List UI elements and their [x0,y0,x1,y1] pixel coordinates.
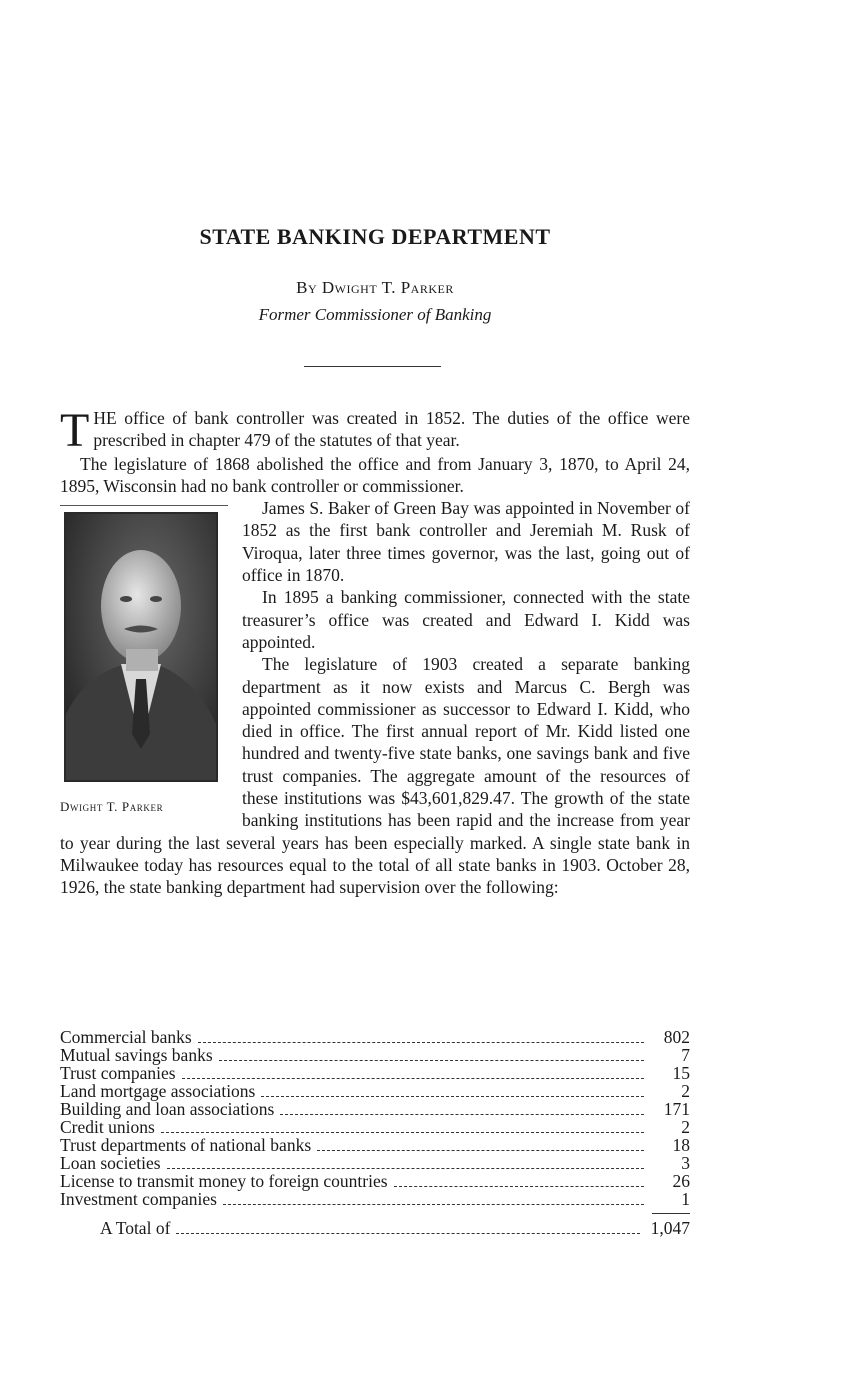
divider [304,366,441,367]
row-value: 2 [681,1117,690,1137]
paragraph-4: In 1895 a banking commissioner, connected with the state treasurer’s office was created and Edward I. Kidd was appointed. [242,587,690,652]
row-value: 18 [672,1135,690,1155]
paragraph-1-text: HE office of bank controller was created in 1852. The duties of the office were prescribed in chapter 479 of the statutes of that year. [93,408,690,451]
leader-dots [198,1041,644,1043]
table-row [60,1117,690,1135]
leader-dots [182,1077,644,1079]
row-label: License to transmit money to foreign countries [60,1171,388,1191]
author-affiliation: Former Commissioner of Banking [258,305,492,324]
paragraph-2: The legislature of 1868 abolished the office and from January 3, 1870, to April 24, 1895, Wisconsin had no bank controller or commissioner. [60,453,690,496]
table-row [60,1153,690,1171]
total-value-cell [640,1218,690,1239]
author-photo-figure [60,505,228,818]
table-row [60,1063,690,1081]
drop-cap: T [60,404,90,457]
leader-dots [167,1167,644,1169]
portrait-image [66,514,216,780]
photo-caption: Dwight T. Parker [60,799,164,815]
table-row [60,1081,690,1099]
row-label: Building and loan associations [60,1099,275,1119]
row-label: Land mortgage associations [60,1081,256,1101]
row-label: Trust companies [60,1063,176,1083]
sum-rule [652,1213,690,1214]
row-label: Mutual savings banks [60,1045,213,1065]
row-value: 1 [681,1189,690,1209]
byline: By Dwight T. Parker [296,278,454,297]
row-label: Investment companies [60,1189,217,1209]
row-label: Credit unions [60,1117,155,1137]
total-value: 1,047 [650,1218,690,1238]
paragraph-5: The legislature of 1903 created a separate banking department as it now exists and Marcus C. Bergh was appointed commissioner as successor to Edward I. Kidd, who died in office. The first annual report of Mr. Kidd listed one hundred and twenty-five state banks, one savings bank and five trust companies. The aggregate amount of the resources of these institutions was $43,601,829.47. The growth of the state banking institutions has been rapid and the increase from year to year during the last several years has been especially marked. A single state bank in Milwaukee today has resources equal to the total of all state banks in 1903. October 28, 1926, the state banking department had supervision over the following: [60,654,690,898]
author-portrait [64,512,218,782]
row-label: Commercial banks [60,1027,192,1047]
paragraph-3: James S. Baker of Green Bay was appointed in November of 1852 as the first bank controller and Jeremiah M. Rusk of Viroqua, later three times governor, was the last, going out of office in 1870. [242,498,690,586]
leader-dots [261,1095,644,1097]
row-label: Loan societies [60,1153,161,1173]
document-page [60,0,690,1380]
leader-dots [219,1059,644,1061]
leader-dots [223,1203,644,1205]
leader-dots [280,1113,644,1115]
total-label: A Total of [100,1218,171,1238]
table-row [60,1135,690,1153]
row-value: 7 [681,1045,690,1065]
table-row [60,1099,690,1117]
table-row [60,1027,690,1045]
row-label: Trust departments of national banks [60,1135,312,1155]
total-row [60,1218,690,1236]
leader-dots [161,1131,644,1133]
row-value: 802 [663,1027,690,1047]
table-row [60,1171,690,1189]
table-row [60,1045,690,1063]
leader-dots [317,1149,644,1151]
row-value: 3 [681,1153,690,1173]
article-body [60,404,690,899]
leader-dots [394,1185,644,1187]
institutions-table [60,1027,690,1236]
paragraph-1 [60,404,690,457]
row-value: 15 [672,1063,690,1083]
leader-dots [176,1232,640,1234]
row-value: 171 [663,1099,690,1119]
row-value: 2 [681,1081,690,1101]
article-title: STATE BANKING DEPARTMENT [199,224,551,249]
row-value: 26 [672,1171,690,1191]
